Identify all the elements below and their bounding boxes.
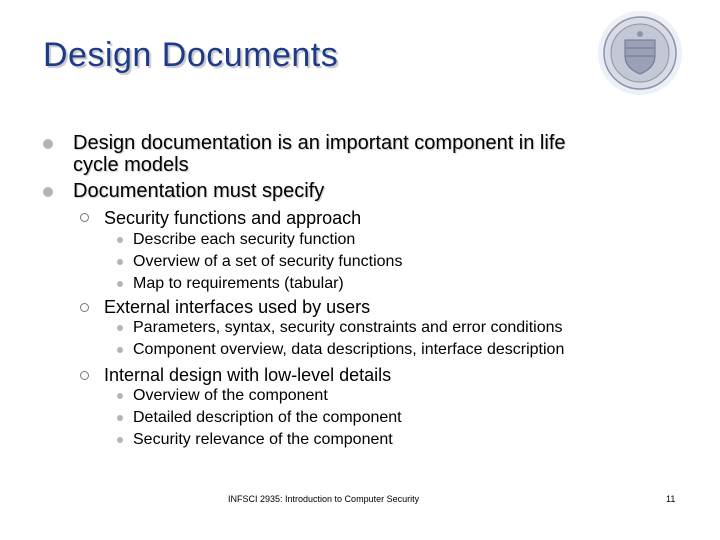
slide-title: Design Documents: [43, 36, 339, 74]
university-seal-icon: [597, 10, 683, 96]
sub-sub-bullet-dot: [117, 259, 123, 265]
sub-bullet-circle: [80, 303, 89, 312]
sub-sub-bullet-dot: [117, 281, 123, 287]
sub-sub-bullet-dot: [117, 347, 123, 353]
footer-course: INFSCI 2935: Introduction to Computer Security: [228, 494, 420, 504]
bullet-dot: [43, 187, 53, 197]
list-item: Overview of a set of security functions: [133, 253, 403, 270]
bullet-text: Design documentation is an important component in life: [73, 132, 566, 154]
sub-bullet-circle: [80, 371, 89, 380]
list-item: Overview of the component: [133, 387, 328, 404]
list-item: Component overview, data descriptions, interface description: [133, 341, 565, 358]
list-item: Security relevance of the component: [133, 431, 393, 448]
sub-bullet-circle: [80, 213, 89, 222]
page-number: 11: [666, 494, 676, 504]
section-heading: External interfaces used by users: [104, 297, 371, 317]
list-item: Describe each security function: [133, 231, 356, 248]
bullet-dot: [43, 139, 53, 149]
sub-sub-bullet-dot: [117, 237, 123, 243]
sub-sub-bullet-dot: [117, 437, 123, 443]
sub-sub-bullet-dot: [117, 393, 123, 399]
list-item: Detailed description of the component: [133, 409, 402, 426]
sub-sub-bullet-dot: [117, 325, 123, 331]
bullet-text-continued: cycle models: [73, 154, 189, 176]
section-heading: Internal design with low-level details: [104, 365, 392, 385]
section-heading: Security functions and approach: [104, 208, 362, 228]
bullet-text: Documentation must specify: [73, 180, 325, 202]
list-item: Map to requirements (tabular): [133, 275, 344, 292]
list-item: Parameters, syntax, security constraints and error conditions: [133, 319, 563, 336]
sub-sub-bullet-dot: [117, 415, 123, 421]
